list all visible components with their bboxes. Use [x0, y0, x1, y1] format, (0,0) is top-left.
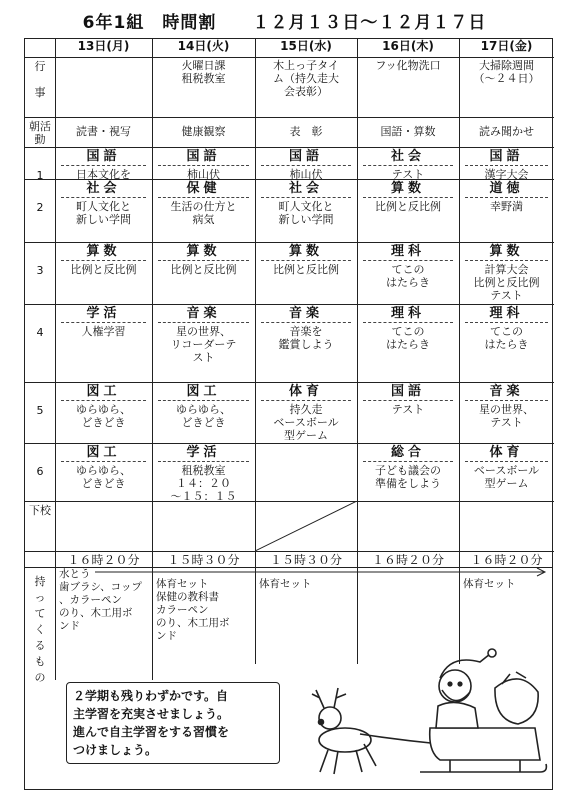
subject-name: 算数 [61, 244, 146, 261]
day-header: 15日(水) [280, 39, 332, 53]
subject-name: 音楽 [465, 384, 548, 401]
event-cell [55, 57, 152, 117]
lesson-detail: ゆらゆら、 どきどき [176, 403, 231, 429]
period-cell [357, 147, 459, 179]
period-cell [357, 443, 459, 501]
subject-name: 学活 [61, 306, 146, 323]
period-cell [55, 382, 152, 443]
subject-name: 国語 [261, 149, 351, 166]
morning-activity-cell: 健康観察 [181, 125, 226, 138]
lesson-detail: ゆらゆら、 どきどき [76, 464, 131, 490]
page-title: 6年1組 時間割 １２月１３日〜１２月１７日 [82, 13, 487, 33]
lesson-detail: てこの はたらき [484, 325, 529, 351]
lesson-detail: 租税教室 １４：２０ 〜１５：１５ [170, 464, 237, 501]
dismissal-time-cell: １６時２０分 [67, 553, 140, 567]
morning-activity-cell: 読書・視写 [76, 125, 131, 138]
lesson-detail: ゆらゆら、 どきどき [76, 403, 131, 429]
period-cell [357, 382, 459, 443]
period-cell [357, 179, 459, 242]
lesson-detail: テスト [391, 403, 425, 416]
period-cell [55, 147, 152, 179]
subject-name: 図工 [61, 384, 146, 401]
period-cell [357, 304, 459, 382]
event-cell: フッ化物洗口 [375, 59, 441, 72]
teacher-message-box: ２学期も残りわずかです。自 主学習を充実させましょう。 進んで自主学習をする習慣を つけましょう。 [66, 682, 280, 764]
period-cell [459, 382, 554, 443]
period-cell [255, 304, 357, 382]
morning-activity-cell: 読み聞かせ [479, 125, 534, 138]
row-label-bring: 持 っ て く る も の [34, 575, 46, 684]
period-cell [255, 382, 357, 443]
subject-name: 理科 [363, 244, 453, 261]
lesson-detail: 星の世界、 テスト [479, 403, 534, 429]
event-cell: 火曜日課 租税教室 [181, 59, 226, 85]
bring-item-cell: 体育セット [259, 578, 312, 590]
subject-name: 体育 [465, 445, 548, 462]
period-cell [152, 147, 255, 179]
subject-name: 算数 [261, 244, 351, 261]
lesson-detail: テスト [391, 168, 425, 179]
lesson-detail: 星の世界、 リコーダーテ スト [170, 325, 237, 364]
period-cell [255, 179, 357, 242]
period-cell [459, 147, 554, 179]
period-cell [357, 242, 459, 304]
subject-name: 国語 [465, 149, 548, 166]
period-cell [152, 304, 255, 382]
period-cell [255, 242, 357, 304]
period-cell [459, 443, 554, 501]
lesson-detail: 漢字大会 [484, 168, 529, 179]
period-cell [152, 242, 255, 304]
period-cell [255, 443, 357, 501]
column-divider [152, 568, 153, 680]
column-divider [55, 568, 56, 680]
dismissal-time-cell: １６時２０分 [470, 553, 543, 567]
bring-item-cell: 体育セット [463, 578, 516, 590]
row-label-p3: 3 [36, 264, 44, 277]
subject-name: 国語 [158, 149, 249, 166]
lesson-detail: 比例と反比例 [70, 263, 137, 276]
event-cell: 大掃除週間 （〜２４日） [473, 59, 540, 85]
day-header: 14日(火) [177, 39, 230, 53]
subject-name: 算数 [465, 244, 548, 261]
subject-name: 算数 [158, 244, 249, 261]
lesson-detail: ベースボール 型ゲーム [473, 464, 540, 490]
subject-name: 理科 [465, 306, 548, 323]
subject-name: 学活 [158, 445, 249, 462]
subject-name: 社会 [363, 149, 453, 166]
subject-name: 国語 [61, 149, 146, 166]
row-label-events: 行 事 [34, 60, 46, 99]
row-label-p6: 6 [36, 465, 44, 478]
lesson-detail: 日本文化を [76, 168, 131, 179]
dismissal-time-cell: １５時３０分 [167, 553, 240, 567]
morning-activity-cell: 国語・算数 [380, 125, 436, 138]
period-cell [459, 242, 554, 304]
lesson-detail: 柿山伏 [187, 168, 220, 179]
lesson-detail: 幸野満 [490, 200, 523, 213]
period-cell [152, 382, 255, 443]
dismissal-time-cell: １６時２０分 [371, 553, 444, 567]
subject-name: 理科 [363, 306, 453, 323]
day-header: 13日(月) [77, 39, 130, 53]
subject-name: 図工 [158, 384, 249, 401]
lesson-detail: 計算大会 比例と反比例 テスト [473, 263, 540, 302]
day-header: 16日(木) [382, 39, 434, 53]
lesson-detail: 人権学習 [81, 325, 126, 338]
morning-activity-cell: 表 彰 [289, 125, 323, 138]
subject-name: 体育 [261, 384, 351, 401]
row-label-p5: 5 [36, 404, 44, 417]
subject-name: 算数 [363, 181, 453, 198]
lesson-detail: てこの はたらき [386, 263, 430, 289]
row-label-morning: 朝活 動 [29, 120, 51, 146]
lesson-detail: 子ども議会の 準備をしよう [375, 464, 441, 490]
subject-name: 音楽 [261, 306, 351, 323]
subject-name: 保健 [158, 181, 249, 198]
lesson-detail: 比例と反比例 [170, 263, 237, 276]
event-cell: 木上っ子タイ ム（持久走大 会表彰） [273, 59, 339, 98]
subject-name: 総合 [363, 445, 453, 462]
period-cell [55, 304, 152, 382]
period-cell [55, 179, 152, 242]
empty-cell-slash [255, 501, 357, 551]
subject-name: 音楽 [158, 306, 249, 323]
bring-item-cell: 体育セット 保健の教科書 カラーペン のり、木工用ボ ンド [156, 578, 230, 642]
period-cell [55, 242, 152, 304]
row-label-p2: 2 [36, 201, 44, 214]
column-divider [255, 568, 256, 664]
subject-name: 国語 [363, 384, 453, 401]
row-label-dismissal: 下校 [29, 504, 51, 517]
lesson-detail: 町人文化と 新しい学問 [278, 200, 334, 226]
subject-name: 図工 [61, 445, 146, 462]
period-cell [255, 147, 357, 179]
period-cell [152, 443, 255, 501]
lesson-detail: 音楽を 鑑賞しよう [278, 325, 334, 351]
santa-sleigh-illustration [290, 648, 550, 788]
subject-name: 道徳 [465, 181, 548, 198]
day-header: 17日(金) [480, 39, 533, 53]
lesson-detail: 町人文化と 新しい学問 [76, 200, 131, 226]
lesson-detail: 柿山伏 [289, 168, 323, 179]
timetable [24, 38, 553, 568]
lesson-detail: 持久走 ベースボール 型ゲーム [273, 403, 339, 442]
lesson-detail: てこの はたらき [386, 325, 430, 351]
period-cell [55, 443, 152, 501]
bring-item-cell: 水とう 歯ブラシ、コップ 、カラーペン のり、木工用ボ ンド [59, 568, 142, 632]
row-label-p1: 1 [36, 169, 44, 179]
period-cell [459, 179, 554, 242]
row-label-p4: 4 [36, 326, 44, 339]
dismissal-time-cell: １５時３０分 [269, 553, 342, 567]
lesson-detail: 比例と反比例 [273, 263, 339, 276]
subject-name: 社会 [61, 181, 146, 198]
lesson-detail: 生活の仕方と 病気 [170, 200, 237, 226]
period-cell [152, 179, 255, 242]
period-cell [459, 304, 554, 382]
lesson-detail: 比例と反比例 [375, 200, 441, 213]
subject-name: 社会 [261, 181, 351, 198]
